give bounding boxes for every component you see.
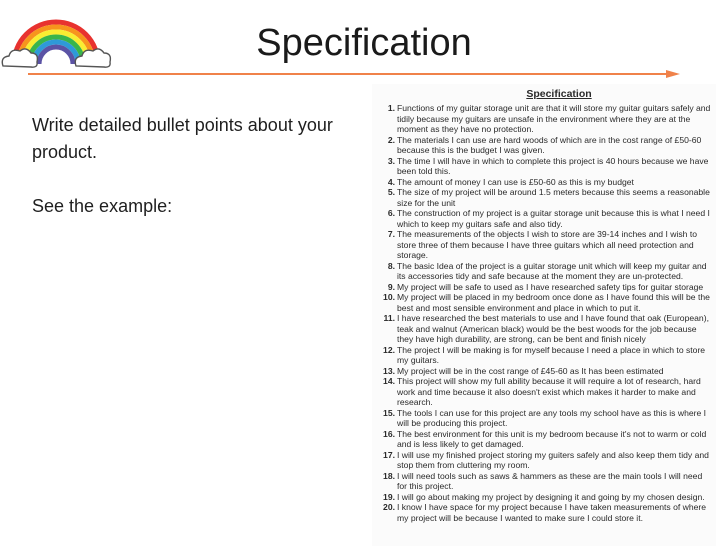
item-number: 7. bbox=[387, 229, 395, 239]
item-number: 15. bbox=[383, 407, 395, 418]
item-number: 10. bbox=[383, 292, 395, 302]
item-text: My project will be safe to used as I have researched safety tips for guitar storage bbox=[397, 281, 704, 292]
item-text: I will need tools such as saws & hammers as these are the main tools I will need for this project. bbox=[397, 470, 703, 491]
item-text: My project will be placed in my bedroom once done as I have found this will be the best and most sensible environment and place in which to put it. bbox=[397, 292, 710, 313]
list-item bbox=[372, 177, 716, 188]
list-item bbox=[372, 366, 716, 377]
list-item bbox=[372, 292, 716, 313]
list-item bbox=[372, 408, 716, 429]
list-item bbox=[372, 471, 716, 492]
list-item bbox=[372, 187, 716, 208]
instructions bbox=[32, 112, 352, 220]
item-text: The materials I can use are hard woods of which are in the cost range of £50-60 because this is the budget I was given. bbox=[397, 134, 702, 155]
item-text: I know I have space for my project because I have taken measurements of where my project will be because I wanted to make sure I could store it. bbox=[397, 502, 707, 523]
item-text: The basic Idea of the project is a guitar storage unit which will keep my guitar and its accessories tidy and safe because at the moment they are un-protected. bbox=[397, 260, 707, 281]
item-number: 2. bbox=[387, 134, 395, 145]
item-number: 17. bbox=[383, 449, 395, 460]
list-item bbox=[372, 450, 716, 471]
list-item bbox=[372, 376, 716, 408]
example-prompt: See the example: bbox=[32, 196, 173, 216]
item-number: 3. bbox=[387, 155, 395, 166]
item-number: 11. bbox=[383, 313, 395, 323]
instruction-text: Write detailed bullet points about your product. bbox=[32, 115, 333, 162]
item-number: 20. bbox=[383, 502, 395, 512]
item-number: 1. bbox=[387, 103, 395, 113]
list-item bbox=[372, 429, 716, 450]
example-title: Specification bbox=[526, 88, 592, 100]
list-item bbox=[372, 261, 716, 282]
item-number: 8. bbox=[387, 260, 395, 271]
item-number: 5. bbox=[387, 187, 395, 197]
list-item bbox=[372, 135, 716, 156]
page-title: Specification bbox=[256, 22, 472, 64]
item-text: The construction of my project is a guitar storage unit because this is what I need I which to keep my guitars safe and also tidy. bbox=[397, 208, 710, 229]
item-number: 6. bbox=[387, 208, 395, 218]
list-item bbox=[372, 208, 716, 229]
item-number: 12. bbox=[383, 344, 395, 355]
item-text: The size of my project will be around 1.5 meters because this seems a reasonable size for the unit bbox=[397, 187, 710, 208]
item-number: 14. bbox=[383, 376, 395, 386]
list-item bbox=[372, 313, 716, 345]
list-item bbox=[372, 156, 716, 177]
item-text: Functions of my guitar storage unit are that it will store my guitar guitars safely and tidily because my guitars are unsafe in the environment where they are at the moment as they have no protection. bbox=[397, 103, 711, 134]
item-text: The project I will be making is for myself because I need a place in which to store my guitars. bbox=[397, 344, 706, 365]
example-specification-image bbox=[372, 84, 716, 546]
item-text: The time I will have in which to complete this project is 40 hours because we have been told this. bbox=[397, 155, 709, 176]
item-text: The measurements of the objects I wish to store are 39-14 inches and I wish to store three of them because I have three guitars which all need protection and storage. bbox=[397, 229, 697, 260]
list-item bbox=[372, 492, 716, 503]
item-number: 9. bbox=[387, 281, 395, 292]
item-number: 16. bbox=[383, 428, 395, 439]
list-item bbox=[372, 229, 716, 261]
item-text: I have researched the best materials to use and I have found that oak (European), teak and walnut (American black) would be the best woods for the job because they have high durability, are strong, can be bent and finish nicely bbox=[397, 313, 709, 344]
item-number: 4. bbox=[387, 176, 395, 187]
item-text: The best environment for this unit is my bedroom because it's not to warm or cold and is less likely to get damaged. bbox=[397, 428, 707, 449]
list-item bbox=[372, 502, 716, 523]
specification-list bbox=[372, 103, 716, 523]
item-text: The tools I can use for this project are any tools my school have as this is where I will be producing this project. bbox=[397, 407, 707, 428]
item-text: My project will be in the cost range of £45-60 as It has been estimated bbox=[397, 365, 664, 376]
list-item bbox=[372, 282, 716, 293]
item-text: This project will show my full ability because it will require a lot of research, hard work and time because it also doesn't exist which makes it harder to make and research. bbox=[397, 376, 701, 407]
list-item bbox=[372, 103, 716, 135]
item-number: 18. bbox=[383, 470, 395, 481]
item-text: The amount of money I can use is £50-60 as this is my budget bbox=[397, 176, 634, 187]
list-item bbox=[372, 345, 716, 366]
item-number: 13. bbox=[383, 365, 395, 376]
divider-arrow bbox=[28, 70, 680, 78]
item-number: 19. bbox=[383, 491, 395, 502]
item-text: I will use my finished project storing my guiters safely and also keep them tidy and stop them from cluttering my room. bbox=[397, 449, 709, 470]
item-text: I will go about making my project by designing it and going by my chosen design. bbox=[397, 491, 705, 502]
